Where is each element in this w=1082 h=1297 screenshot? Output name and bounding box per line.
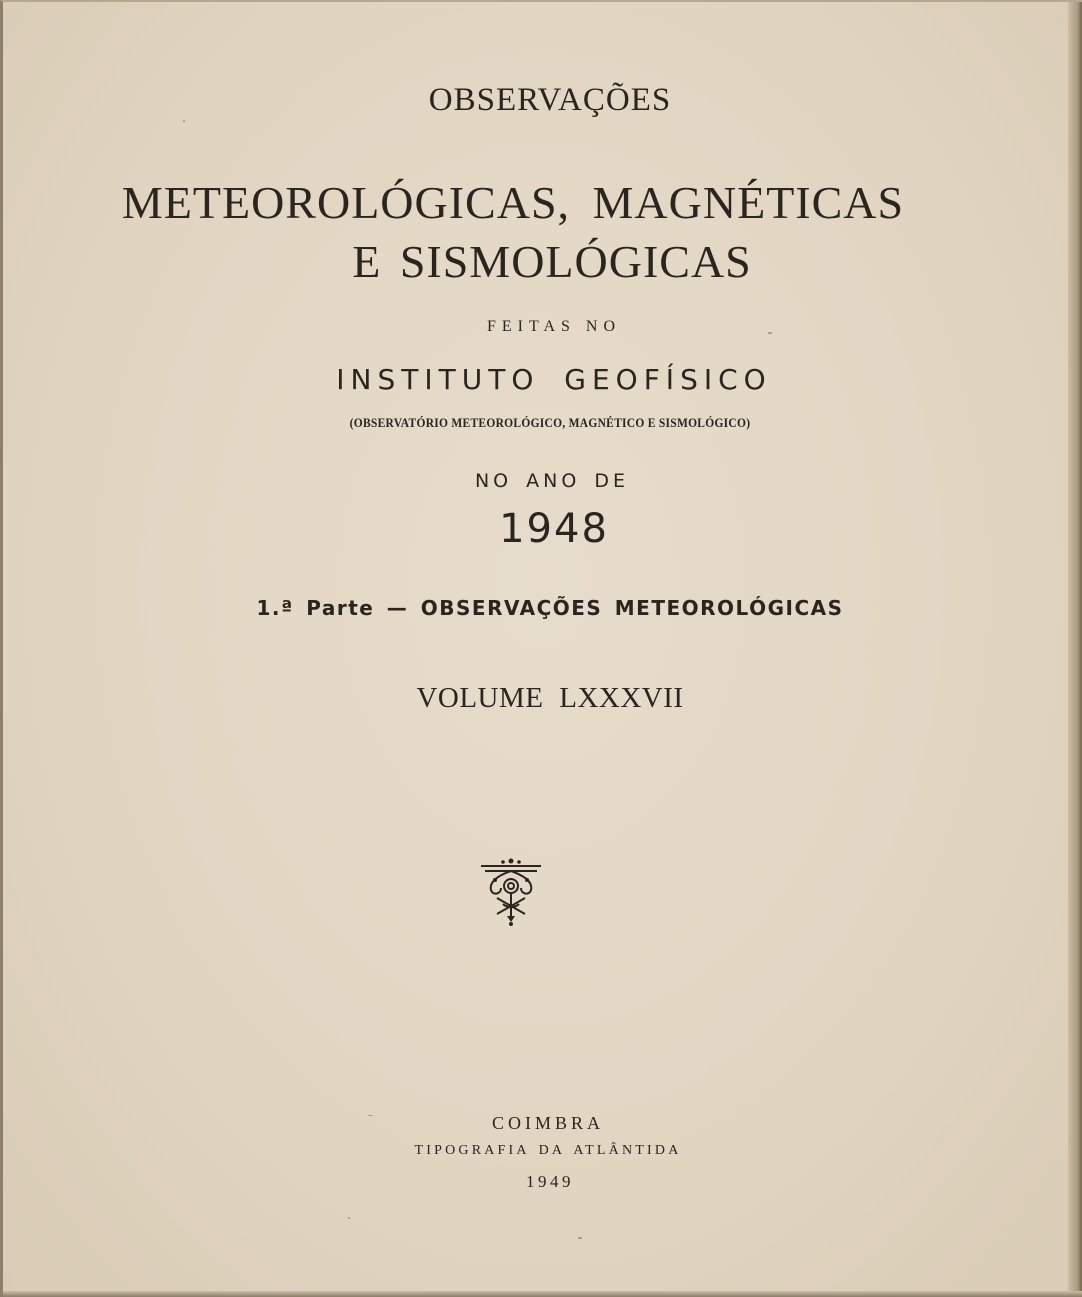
part-title: 1.ª Parte — OBSERVAÇÕES METEOROLÓGICAS bbox=[256, 596, 844, 620]
paper-speck bbox=[368, 1115, 373, 1116]
made-at-label: FEITAS NO bbox=[486, 318, 622, 335]
paper-speck bbox=[183, 120, 185, 122]
paper-speck bbox=[348, 1217, 350, 1219]
institution-name: INSTITUTO GEOFÍSICO bbox=[336, 363, 772, 396]
volume-number: VOLUME LXXXVII bbox=[416, 682, 684, 714]
paper-speck bbox=[578, 1237, 582, 1239]
imprint-printer: TIPOGRAFIA DA ATLÂNTIDA bbox=[414, 1143, 682, 1158]
header-observacoes: OBSERVAÇÕES bbox=[428, 82, 672, 118]
institution-subtitle: (OBSERVATÓRIO METEOROLÓGICO, MAGNÉTICO E SISMOLÓGICO) bbox=[349, 416, 751, 430]
fleuron-ornament-icon bbox=[477, 858, 545, 928]
imprint-city: COIMBRA bbox=[491, 1113, 604, 1133]
observation-year: 1948 bbox=[499, 506, 609, 552]
page-edge-bottom bbox=[3, 1291, 1082, 1297]
paper-speck bbox=[768, 332, 772, 334]
title-line-1: METEOROLÓGICAS, MAGNÉTICAS bbox=[121, 177, 905, 228]
title-line-2: E SISMOLÓGICAS bbox=[352, 236, 752, 287]
in-year-label: NO ANO DE bbox=[474, 470, 630, 492]
imprint-year: 1949 bbox=[526, 1172, 574, 1191]
